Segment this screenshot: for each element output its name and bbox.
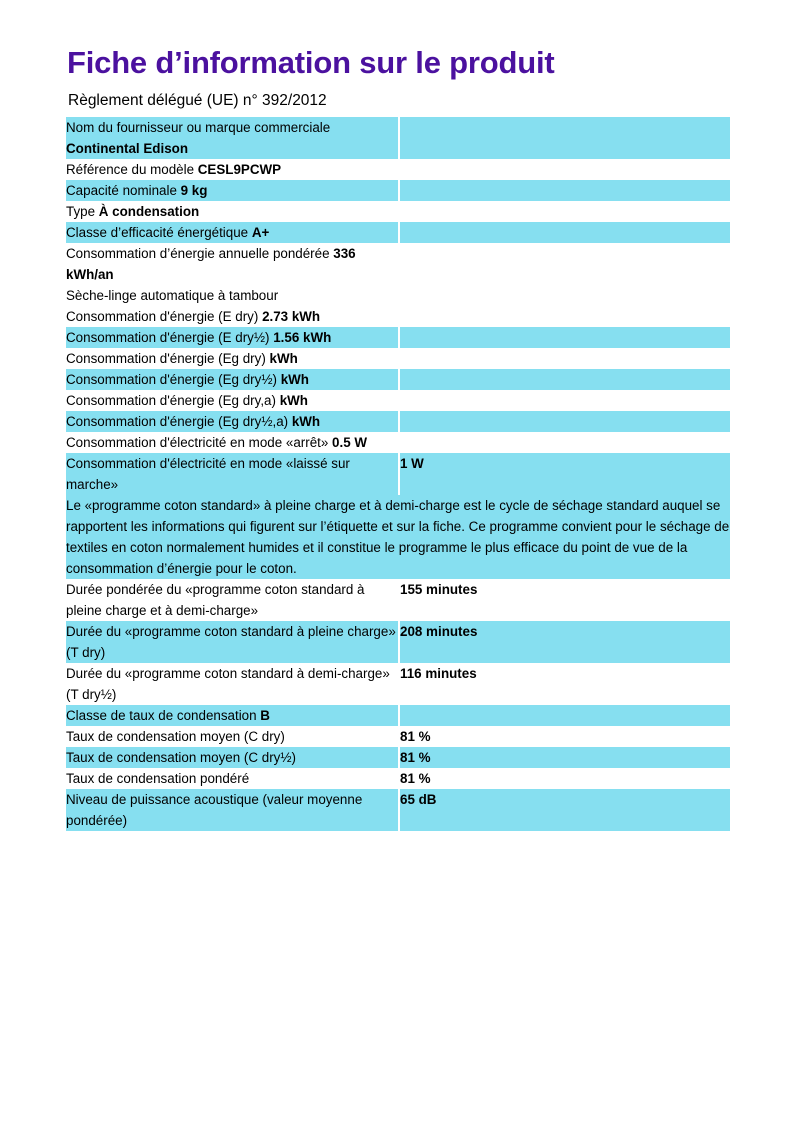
- table-row: [66, 243, 730, 285]
- spec-value: 155 minutes: [400, 579, 730, 621]
- table-row: [66, 327, 730, 348]
- table-row: [66, 390, 730, 411]
- spec-value: kWh: [279, 393, 308, 408]
- spec-value: Continental Edison: [66, 141, 188, 156]
- spec-value-spacer: [400, 411, 730, 432]
- spec-label: Taux de condensation moyen (C dry): [66, 726, 400, 747]
- spec-label: [66, 243, 400, 285]
- spec-value-spacer: [400, 285, 730, 306]
- table-row: [66, 663, 730, 705]
- table-row: [66, 726, 730, 747]
- spec-label-text: Sèche-linge automatique à tambour: [66, 288, 279, 303]
- table-row: [66, 285, 730, 306]
- spec-label: [66, 705, 400, 726]
- spec-value: 1.56 kWh: [273, 330, 332, 345]
- spec-label-text: Consommation d’énergie annuelle pondérée: [66, 246, 334, 261]
- spec-label: [66, 327, 400, 348]
- spec-value-spacer: [400, 327, 730, 348]
- spec-value: À condensation: [98, 204, 200, 219]
- table-row: [66, 621, 730, 663]
- spec-value: 2.73 kWh: [262, 309, 321, 324]
- table-row: [66, 222, 730, 243]
- spec-label: [66, 201, 400, 222]
- spec-value-spacer: [400, 348, 730, 369]
- spec-label: Taux de condensation pondéré: [66, 768, 400, 789]
- spec-label-text: Capacité nominale: [66, 183, 181, 198]
- spec-label-text: Classe d’efficacité énergétique: [66, 225, 252, 240]
- table-row: [66, 201, 730, 222]
- spec-label-text: Type: [66, 204, 99, 219]
- page-title: Fiche d’information sur le produit: [67, 45, 555, 80]
- spec-label: Durée du «programme coton standard à demi-charge» (T dry½): [66, 663, 400, 705]
- spec-value: 81 %: [400, 726, 730, 747]
- spec-label-text: Consommation d'énergie (Eg dry,a): [66, 393, 280, 408]
- spec-label: Consommation d'électricité en mode «laissé sur marche»: [66, 453, 400, 495]
- spec-label-text: Consommation d'énergie (Eg dry): [66, 351, 270, 366]
- table-row: [66, 180, 730, 201]
- spec-label-text: Consommation d'énergie (E dry): [66, 309, 263, 324]
- regulation-subtitle: Règlement délégué (UE) n° 392/2012: [68, 92, 327, 109]
- spec-label: [66, 432, 400, 453]
- spec-label: [66, 285, 400, 306]
- spec-value-spacer: [400, 390, 730, 411]
- spec-label-text: Nom du fournisseur ou marque commerciale: [66, 120, 331, 135]
- spec-label-text: Consommation d'énergie (E dry½): [66, 330, 274, 345]
- table-row: [66, 579, 730, 621]
- spec-value-spacer: [400, 243, 730, 285]
- spec-label: [66, 348, 400, 369]
- spec-label: [66, 222, 400, 243]
- spec-value: kWh: [269, 351, 298, 366]
- spec-value-spacer: [400, 432, 730, 453]
- spec-value-spacer: [400, 117, 730, 159]
- spec-label: [66, 369, 400, 390]
- spec-value: 81 %: [400, 768, 730, 789]
- table-row: [66, 768, 730, 789]
- table-row: [66, 495, 730, 579]
- spec-value: B: [260, 708, 270, 723]
- spec-value: 9 kg: [180, 183, 208, 198]
- spec-value-spacer: [400, 159, 730, 180]
- table-row: [66, 453, 730, 495]
- spec-value: kWh: [291, 414, 321, 429]
- table-row: [66, 159, 730, 180]
- table-row: [66, 117, 730, 159]
- table-row: [66, 411, 730, 432]
- spec-value: CESL9PCWP: [197, 162, 282, 177]
- spec-label: [66, 306, 400, 327]
- spec-label: [66, 390, 400, 411]
- spec-label: Taux de condensation moyen (C dry½): [66, 747, 400, 768]
- spec-label-text: Consommation d'énergie (Eg dry½,a): [66, 414, 292, 429]
- spec-value-spacer: [400, 306, 730, 327]
- spec-label-text: Classe de taux de condensation: [66, 708, 261, 723]
- spec-label: [66, 117, 400, 159]
- spec-label-text: Référence du modèle: [66, 162, 198, 177]
- spec-value: 208 minutes: [400, 621, 730, 663]
- spec-label: Durée du «programme coton standard à pleine charge» (T dry): [66, 621, 400, 663]
- spec-value-spacer: [400, 180, 730, 201]
- spec-value: kWh: [280, 372, 309, 387]
- table-body: [66, 117, 730, 831]
- table-row: [66, 306, 730, 327]
- table-row: [66, 789, 730, 831]
- spec-label: [66, 411, 400, 432]
- table-row: [66, 348, 730, 369]
- spec-value-spacer: [400, 222, 730, 243]
- spec-value: 116 minutes: [400, 663, 730, 705]
- spec-value: 65 dB: [400, 789, 730, 831]
- spec-label-text: Consommation d'électricité en mode «arrêt»: [66, 435, 333, 450]
- table-row: [66, 747, 730, 768]
- spec-label: Durée pondérée du «programme coton standard à pleine charge et à demi-charge»: [66, 579, 400, 621]
- spec-value-spacer: [400, 201, 730, 222]
- spec-label-text: Consommation d'énergie (Eg dry½): [66, 372, 281, 387]
- spec-value: 1 W: [400, 453, 730, 495]
- spec-value: 336 kWh/an: [66, 246, 356, 282]
- spec-label: [66, 180, 400, 201]
- table-row: [66, 705, 730, 726]
- table-row: [66, 369, 730, 390]
- spec-value: 81 %: [400, 747, 730, 768]
- spec-value-spacer: [400, 369, 730, 390]
- standard-programme-note: Le «programme coton standard» à pleine charge et à demi-charge est le cycle de séchage standard auquel se rapportent les informations qui figurent sur l’étiquette et sur la fiche. Ce programme convient pour le séchage de textiles en coton normalement humides et il constitue le programme le plus efficace du point de vue de la consommation d’énergie pour le coton.: [66, 495, 730, 579]
- product-specification-table: [66, 117, 730, 831]
- table-row: [66, 432, 730, 453]
- spec-value: 0.5 W: [332, 435, 368, 450]
- spec-label: [66, 159, 400, 180]
- spec-value-spacer: [400, 705, 730, 726]
- spec-value: A+: [251, 225, 270, 240]
- spec-label: Niveau de puissance acoustique (valeur moyenne pondérée): [66, 789, 400, 831]
